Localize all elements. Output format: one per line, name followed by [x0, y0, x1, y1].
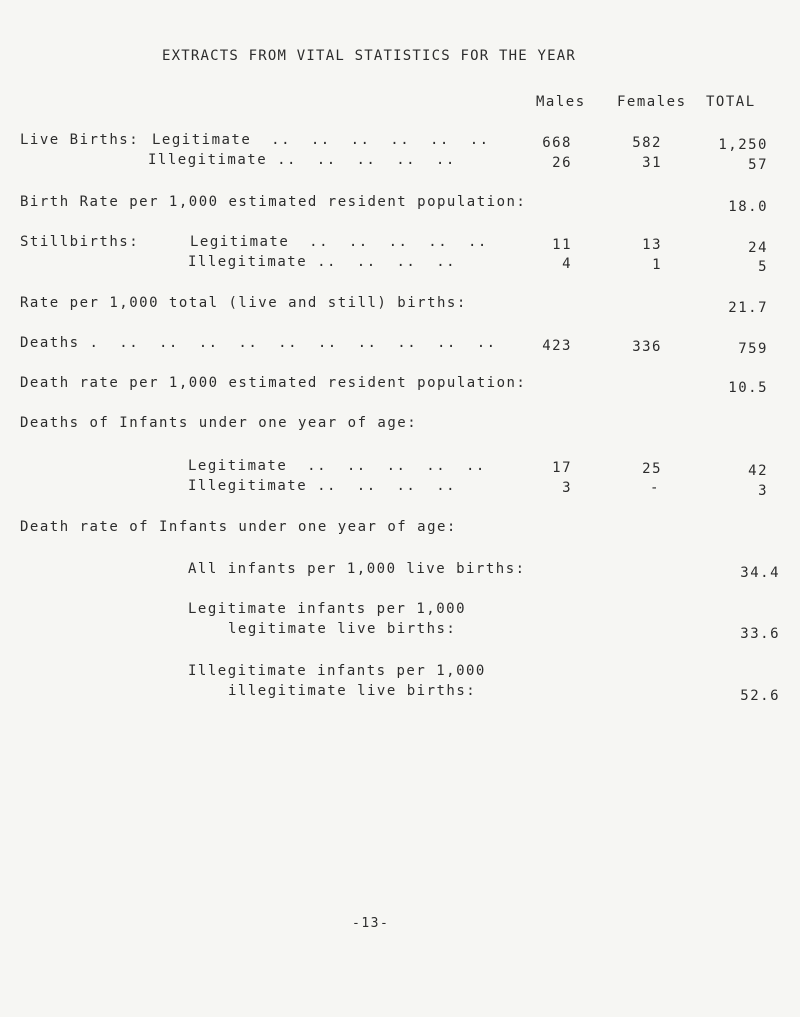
live-births-legit-males: 668	[542, 135, 572, 151]
stillbirths-illegit-label: Illegitimate .. .. .. ..	[188, 254, 457, 270]
infant-rate-illegit-label-1: Illegitimate infants per 1,000	[188, 663, 486, 679]
death-rate-label: Death rate per 1,000 estimated resident population:	[20, 375, 527, 391]
infant-deaths-illegit-females: -	[650, 480, 660, 496]
live-births-label: Live Births:	[20, 132, 140, 148]
page-title: EXTRACTS FROM VITAL STATISTICS FOR THE YEAR	[162, 48, 577, 64]
still-rate-label: Rate per 1,000 total (live and still) births:	[20, 295, 467, 311]
header-males: Males	[536, 94, 586, 110]
infant-deaths-legit-males: 17	[552, 460, 572, 476]
live-births-legit-label: Legitimate .. .. .. .. .. ..	[152, 132, 490, 148]
birth-rate-total: 18.0	[728, 199, 768, 215]
live-births-illegit-label: Illegitimate .. .. .. .. ..	[148, 152, 456, 168]
infant-deaths-legit-females: 25	[642, 461, 662, 477]
header-total: TOTAL	[706, 94, 756, 110]
infant-rate-legit-label-1: Legitimate infants per 1,000	[188, 601, 467, 617]
infant-rate-all-label: All infants per 1,000 live births:	[188, 561, 526, 577]
header-females: Females	[617, 94, 687, 110]
stillbirths-legit-total: 24	[748, 240, 768, 256]
stillbirths-legit-males: 11	[552, 237, 572, 253]
infant-rate-label: Death rate of Infants under one year of age:	[20, 519, 457, 535]
stillbirths-legit-females: 13	[642, 237, 662, 253]
infant-deaths-label: Deaths of Infants under one year of age:	[20, 415, 418, 431]
live-births-legit-total: 1,250	[718, 137, 768, 153]
live-births-illegit-males: 26	[552, 155, 572, 171]
infant-rate-all-total: 34.4	[740, 565, 780, 581]
live-births-legit-females: 582	[632, 135, 662, 151]
infant-rate-illegit-total: 52.6	[740, 688, 780, 704]
deaths-females: 336	[632, 339, 662, 355]
infant-deaths-legit-total: 42	[748, 463, 768, 479]
live-births-illegit-females: 31	[642, 155, 662, 171]
birth-rate-label: Birth Rate per 1,000 estimated resident population:	[20, 194, 527, 210]
stillbirths-label: Stillbirths:	[20, 234, 140, 250]
infant-rate-legit-label-2: legitimate live births:	[228, 621, 457, 637]
still-rate-total: 21.7	[728, 300, 768, 316]
deaths-males: 423	[542, 338, 572, 354]
death-rate-total: 10.5	[728, 380, 768, 396]
infant-deaths-illegit-males: 3	[562, 480, 572, 496]
deaths-total: 759	[738, 341, 768, 357]
stillbirths-illegit-total: 5	[758, 259, 768, 275]
stillbirths-illegit-females: 1	[652, 257, 662, 273]
infant-deaths-illegit-total: 3	[758, 483, 768, 499]
infant-deaths-legit-label: Legitimate .. .. .. .. ..	[188, 458, 486, 474]
infant-deaths-illegit-label: Illegitimate .. .. .. ..	[188, 478, 457, 494]
deaths-label: Deaths . .. .. .. .. .. .. .. .. .. ..	[20, 335, 497, 351]
infant-rate-illegit-label-2: illegitimate live births:	[228, 683, 477, 699]
infant-rate-legit-total: 33.6	[740, 626, 780, 642]
live-births-illegit-total: 57	[748, 157, 768, 173]
stillbirths-illegit-males: 4	[562, 256, 572, 272]
page-number: -13-	[352, 916, 390, 931]
stillbirths-legit-label: Legitimate .. .. .. .. ..	[190, 234, 488, 250]
